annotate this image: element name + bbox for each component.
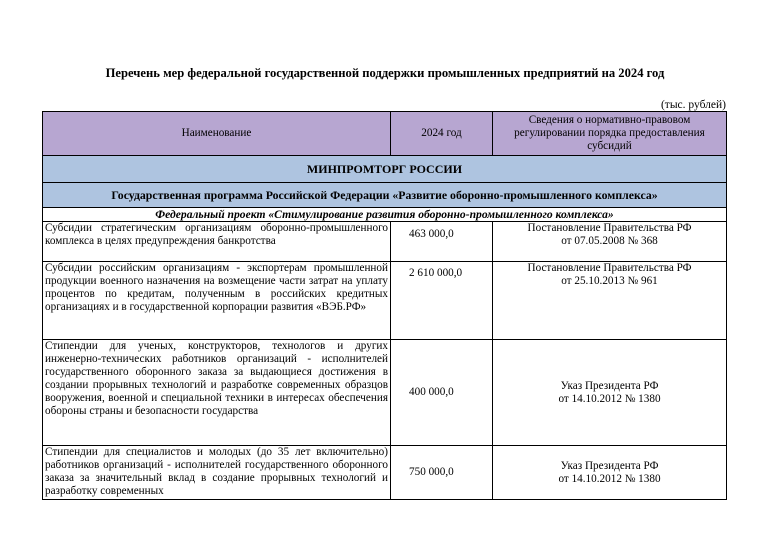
project-row: [43, 208, 727, 222]
regulation-line-2: от 25.10.2013 № 961: [561, 275, 658, 287]
support-measures-table: [42, 111, 727, 500]
regulation-line-2: от 14.10.2012 № 1380: [558, 472, 661, 485]
header-regulation: Сведения о нормативно-правовом регулировании порядка предоставления субсидий: [493, 112, 727, 156]
measure-name: Стипендии для ученых, конструкторов, технологов и других инженерно-технических работников организаций - исполнителей государственного оборонного заказа за выдающиеся достижения в создании прорывных технологий и разработке современных образцов вооружения, военной и специальной техники в интересах обеспечения обороны страны и безопасности государства: [43, 340, 391, 446]
program-name: Государственная программа Российской Федерации «Развитие оборонно-промышленного комплекса»: [43, 183, 727, 208]
header-row: [43, 112, 727, 156]
page-title: Перечень мер федеральной государственной поддержки промышленных предприятий на 2024 год: [105, 66, 665, 80]
measure-name: Субсидии стратегическим организациям оборонно-промышленного комплекса в целях предупреждения банкротства: [43, 222, 391, 262]
ministry-name: МИНПРОМТОРГ РОССИИ: [43, 156, 727, 183]
project-name: Федеральный проект «Стимулирование развития оборонно-промышленного комплекса»: [43, 208, 727, 222]
measure-name: Стипендии для специалистов и молодых (до 35 лет включительно) работников организаций - исполнителей государственного оборонного заказа за значительный вклад в создание прорывных технологий и разработку современных: [43, 446, 391, 500]
regulation-line-2: от 14.10.2012 № 1380: [558, 392, 661, 405]
regulation-line-1: Указ Президента РФ: [560, 379, 659, 392]
header-year: 2024 год: [391, 112, 493, 156]
table-row: [43, 262, 727, 340]
table-row: [43, 222, 727, 262]
program-row: [43, 183, 727, 208]
regulation-line-1: Указ Президента РФ: [560, 459, 659, 472]
table-row: [43, 340, 727, 446]
regulation-line-2: от 07.05.2008 № 368: [561, 235, 658, 247]
regulation-line-1: Постановление Правительства РФ: [527, 262, 692, 274]
units-note: (тыс. рублей): [660, 99, 726, 111]
measure-amount: 750 000,0: [391, 446, 493, 500]
table-row: [43, 446, 727, 500]
measure-name: Субсидии российским организациям - экспортерам промышленной продукции военного назначения на возмещение части затрат на уплату процентов по кредитам, полученным в российских кредитных организациях и в государственной корпорации развития «ВЭБ.РФ»: [43, 262, 391, 340]
measure-regulation: [493, 262, 727, 340]
measure-regulation: [493, 222, 727, 262]
measure-amount: 463 000,0: [391, 222, 493, 262]
measure-regulation: [493, 340, 727, 446]
header-name: Наименование: [43, 112, 391, 156]
regulation-line-1: Постановление Правительства РФ: [527, 222, 692, 234]
ministry-row: [43, 156, 727, 183]
measure-regulation: [493, 446, 727, 500]
measure-amount: 400 000,0: [391, 340, 493, 446]
measure-amount: 2 610 000,0: [391, 262, 493, 340]
